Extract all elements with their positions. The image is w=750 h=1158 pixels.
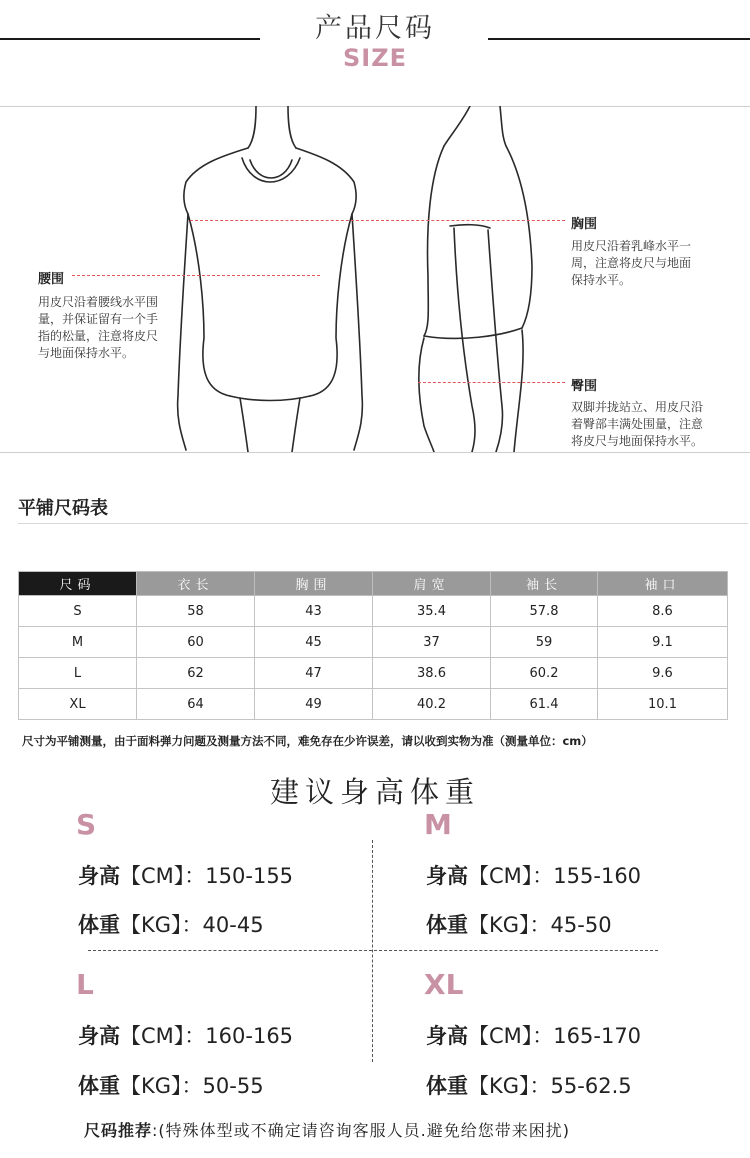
recommend-title: 建议身高体重 — [269, 775, 480, 809]
header-length: 衣长 — [137, 572, 255, 596]
table-cell: 8.6 — [598, 596, 728, 627]
header-cuff: 袖口 — [598, 572, 728, 596]
size-m-letter: M — [424, 808, 452, 841]
table-note: 尺寸为平铺测量，由于面料弹力问题及测量方法不同，难免存在少许误差，请以收到实物为准（测量单位：cm） — [22, 734, 593, 748]
table-cell: 61.4 — [491, 689, 598, 720]
header-size: 尺码 — [19, 572, 137, 596]
table-cell: 38.6 — [373, 658, 491, 689]
size-s-weight: 体重【KG】：40-45 — [78, 913, 264, 937]
size-l-letter: L — [76, 968, 94, 1001]
waist-measure-line — [72, 275, 320, 276]
table-row — [19, 596, 728, 627]
side-body-illustration — [410, 106, 560, 452]
footer-label: 尺码推荐 — [84, 1121, 153, 1140]
size-xl-weight: 体重【KG】：55-62.5 — [426, 1074, 632, 1098]
size-recommend-footer — [84, 1118, 570, 1141]
table-cell: 45 — [255, 627, 373, 658]
table-cell: 62 — [137, 658, 255, 689]
recommend-horizontal-divider — [88, 950, 658, 951]
table-cell: XL — [19, 689, 137, 720]
table-row — [19, 627, 728, 658]
table-cell: 10.1 — [598, 689, 728, 720]
front-body-illustration — [170, 106, 370, 452]
hip-measure-line — [418, 382, 565, 383]
size-m-weight: 体重【KG】：45-50 — [426, 913, 612, 937]
table-cell: L — [19, 658, 137, 689]
size-l-height: 身高【CM】：160-165 — [78, 1024, 294, 1048]
table-row — [19, 658, 728, 689]
table-cell: 9.6 — [598, 658, 728, 689]
chest-label: 胸围 — [571, 217, 598, 232]
section-divider — [0, 452, 750, 453]
table-row — [19, 689, 728, 720]
table-cell: 43 — [255, 596, 373, 627]
hip-label: 臀围 — [571, 379, 598, 394]
waist-label: 腰围 — [38, 272, 65, 287]
table-cell: 58 — [137, 596, 255, 627]
size-table — [18, 571, 728, 720]
size-xl-height: 身高【CM】：165-170 — [426, 1024, 642, 1048]
table-cell: 49 — [255, 689, 373, 720]
header-chest: 胸围 — [255, 572, 373, 596]
size-table-header — [19, 572, 728, 596]
table-cell: 59 — [491, 627, 598, 658]
size-m-height: 身高【CM】：155-160 — [426, 864, 642, 888]
table-cell: S — [19, 596, 137, 627]
size-l-weight: 体重【KG】：50-55 — [78, 1074, 264, 1098]
size-table-title: 平铺尺码表 — [18, 498, 108, 519]
section-divider — [0, 106, 750, 107]
chest-description: 用皮尺沿着乳峰水平一 周，注意将皮尺与地面 保持水平。 — [571, 239, 692, 287]
header-shoulder: 肩宽 — [373, 572, 491, 596]
table-cell: 60.2 — [491, 658, 598, 689]
table-cell: 9.1 — [598, 627, 728, 658]
section-divider — [18, 523, 748, 524]
table-cell: M — [19, 627, 137, 658]
size-s-height: 身高【CM】：150-155 — [78, 864, 294, 888]
hip-description: 双脚并拢站立、用皮尺沿 着臀部丰满处围量，注意 将皮尺与地面保持水平。 — [571, 400, 704, 448]
table-cell: 35.4 — [373, 596, 491, 627]
table-cell: 40.2 — [373, 689, 491, 720]
page-title: 产品尺码 — [315, 13, 435, 44]
size-s-letter: S — [76, 808, 97, 841]
table-cell: 37 — [373, 627, 491, 658]
recommend-vertical-divider — [372, 840, 373, 1062]
table-cell: 60 — [137, 627, 255, 658]
chest-measure-line — [190, 220, 565, 221]
table-cell: 47 — [255, 658, 373, 689]
size-xl-letter: XL — [424, 968, 464, 1001]
footer-text: :(特殊体型或不确定请咨询客服人员.避免给您带来困扰) — [152, 1121, 570, 1140]
table-cell: 64 — [137, 689, 255, 720]
header-sleeve-length: 袖长 — [491, 572, 598, 596]
page-subtitle: SIZE — [342, 44, 407, 72]
table-cell: 57.8 — [491, 596, 598, 627]
waist-description: 用皮尺沿着腰线水平围 量，并保证留有一个手 指的松量，注意将皮尺 与地面保持水平。 — [38, 295, 159, 360]
